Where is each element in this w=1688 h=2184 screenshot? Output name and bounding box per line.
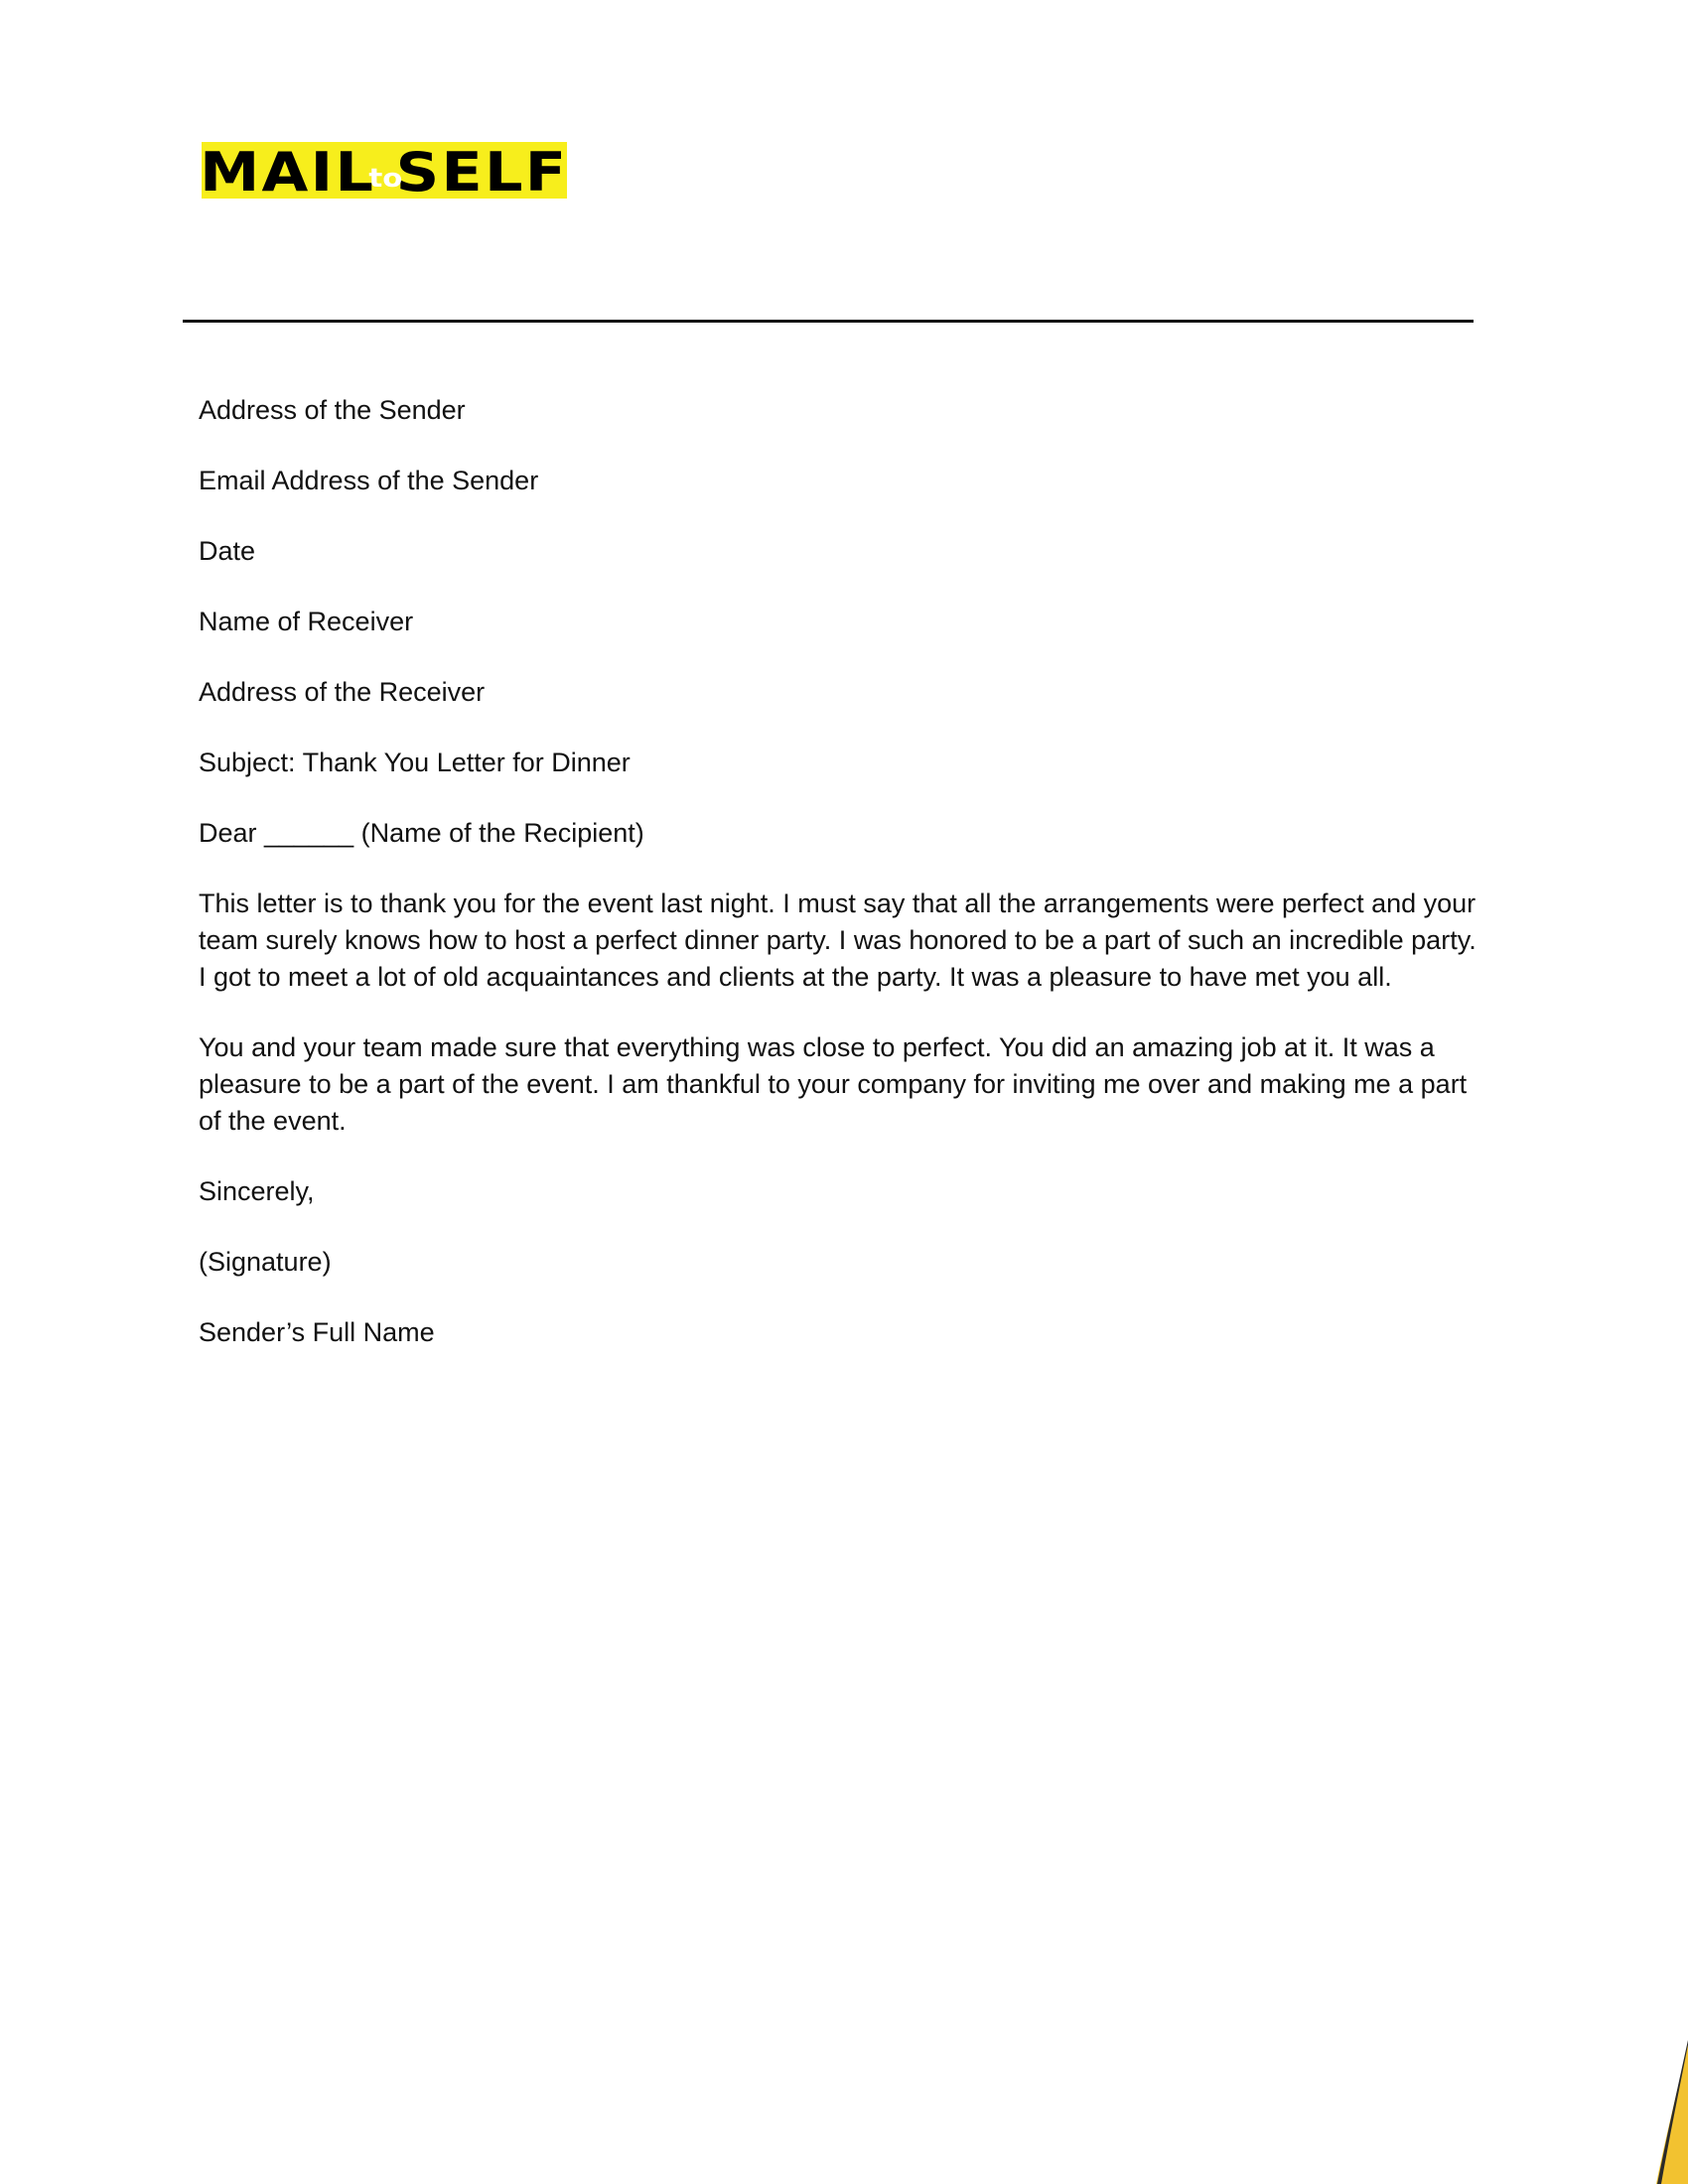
letter-subject: Subject: Thank You Letter for Dinner — [199, 748, 631, 777]
receiver-address: Address of the Receiver — [199, 677, 486, 707]
sender-address: Address of the Sender — [199, 395, 466, 425]
mailtoself-logo — [200, 140, 569, 204]
logo-word-mail: MAIL — [200, 140, 376, 204]
header-divider — [183, 320, 1474, 323]
letter-date: Date — [199, 536, 256, 566]
letter-body — [199, 392, 1489, 1385]
receiver-name: Name of Receiver — [199, 607, 414, 636]
logo-wordmark — [200, 140, 569, 204]
body-paragraph-1: This letter is to thank you for the event last night. I must say that all the arrangements were perfect and your team surely knows how to host a perfect dinner party. I was honored to be a part of such an incredible party. I got to meet a lot of old acquaintances and clients at the party. It was a pleasure to have met you all. — [199, 888, 1477, 992]
sender-email: Email Address of the Sender — [199, 466, 539, 495]
signature-placeholder: (Signature) — [199, 1247, 332, 1277]
logo-word-to: to — [368, 163, 403, 194]
sender-full-name: Sender’s Full Name — [199, 1317, 435, 1347]
corner-decoration — [1628, 1985, 1688, 2184]
closing: Sincerely, — [199, 1176, 315, 1206]
logo-word-self: SELF — [395, 140, 569, 204]
salutation: Dear ______ (Name of the Recipient) — [199, 818, 644, 848]
body-paragraph-2: You and your team made sure that everything was close to perfect. You did an amazing job at it. It was a pleasure to be a part of the event. I am thankful to your company for inviting me over and making me a part of the event. — [199, 1032, 1468, 1136]
